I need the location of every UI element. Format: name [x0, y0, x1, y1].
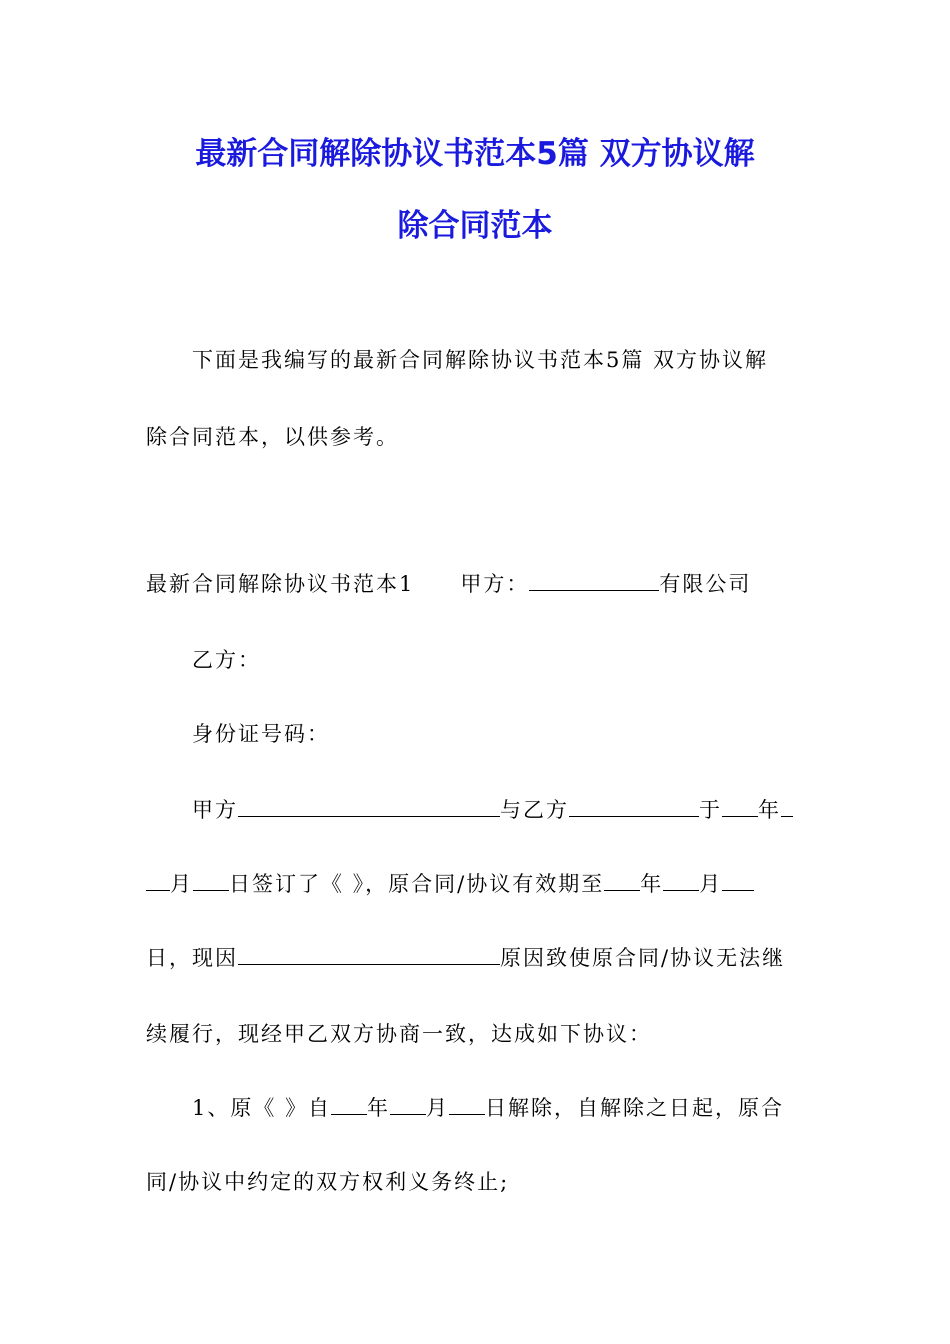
blank — [781, 798, 793, 817]
paragraph-1-line-2 — [146, 869, 754, 899]
paragraph-1-line-4: 续履行，现经甲乙双方协商一致，达成如下协议： — [146, 1022, 652, 1046]
text-month: 月 — [170, 872, 193, 896]
party-b-label: 乙方： — [192, 648, 261, 672]
document-title-line-1: 最新合同解除协议书范本5篇 双方协议解 — [195, 136, 755, 172]
item-1-line-2: 同/协议中约定的双方权利义务终止; — [146, 1170, 510, 1194]
id-number-label: 身份证号码： — [192, 722, 330, 746]
blank — [146, 872, 170, 891]
text-with-party-b: 与乙方 — [500, 798, 569, 822]
intro-line-2: 除合同范本，以供参考。 — [146, 425, 399, 449]
intro-line-1: 下面是我编写的最新合同解除协议书范本5篇 双方协议解 — [192, 348, 769, 372]
paragraph-1-line-1 — [192, 795, 793, 825]
text-month: 月 — [699, 872, 723, 896]
blank — [390, 1096, 426, 1115]
blank — [449, 1096, 485, 1115]
text-signed: 日签订了《 》，原合同/协议有效期至 — [229, 872, 605, 896]
blank — [722, 798, 758, 817]
blank — [238, 798, 500, 817]
item-1-line-1 — [192, 1093, 784, 1123]
text-year: 年 — [367, 1096, 391, 1120]
section-1-heading-line — [146, 569, 751, 599]
text-year: 年 — [640, 872, 664, 896]
blank — [331, 1096, 367, 1115]
text-reason: 原因致使原合同/协议无法继 — [500, 946, 786, 970]
text-party-a: 甲方 — [192, 798, 238, 822]
party-a-blank — [529, 572, 659, 591]
paragraph-1-line-3 — [146, 943, 785, 973]
text-month: 月 — [426, 1096, 450, 1120]
party-a-label: 甲方： — [460, 572, 530, 596]
blank — [722, 872, 754, 891]
blank — [193, 872, 229, 891]
blank — [663, 872, 699, 891]
blank — [604, 872, 640, 891]
section-1-heading: 最新合同解除协议书范本1 — [146, 572, 415, 596]
document-title-line-2: 除合同范本 — [397, 208, 553, 244]
text-day-now-due-to: 日，现因 — [146, 946, 238, 970]
text-on: 于 — [699, 798, 722, 822]
blank — [569, 798, 699, 817]
text-item-1-start: 1、原《 》自 — [192, 1096, 332, 1120]
text-year: 年 — [758, 798, 781, 822]
blank — [238, 946, 500, 965]
party-a-suffix: 有限公司 — [659, 572, 752, 596]
text-day-terminated: 日解除，自解除之日起，原合 — [485, 1096, 785, 1120]
